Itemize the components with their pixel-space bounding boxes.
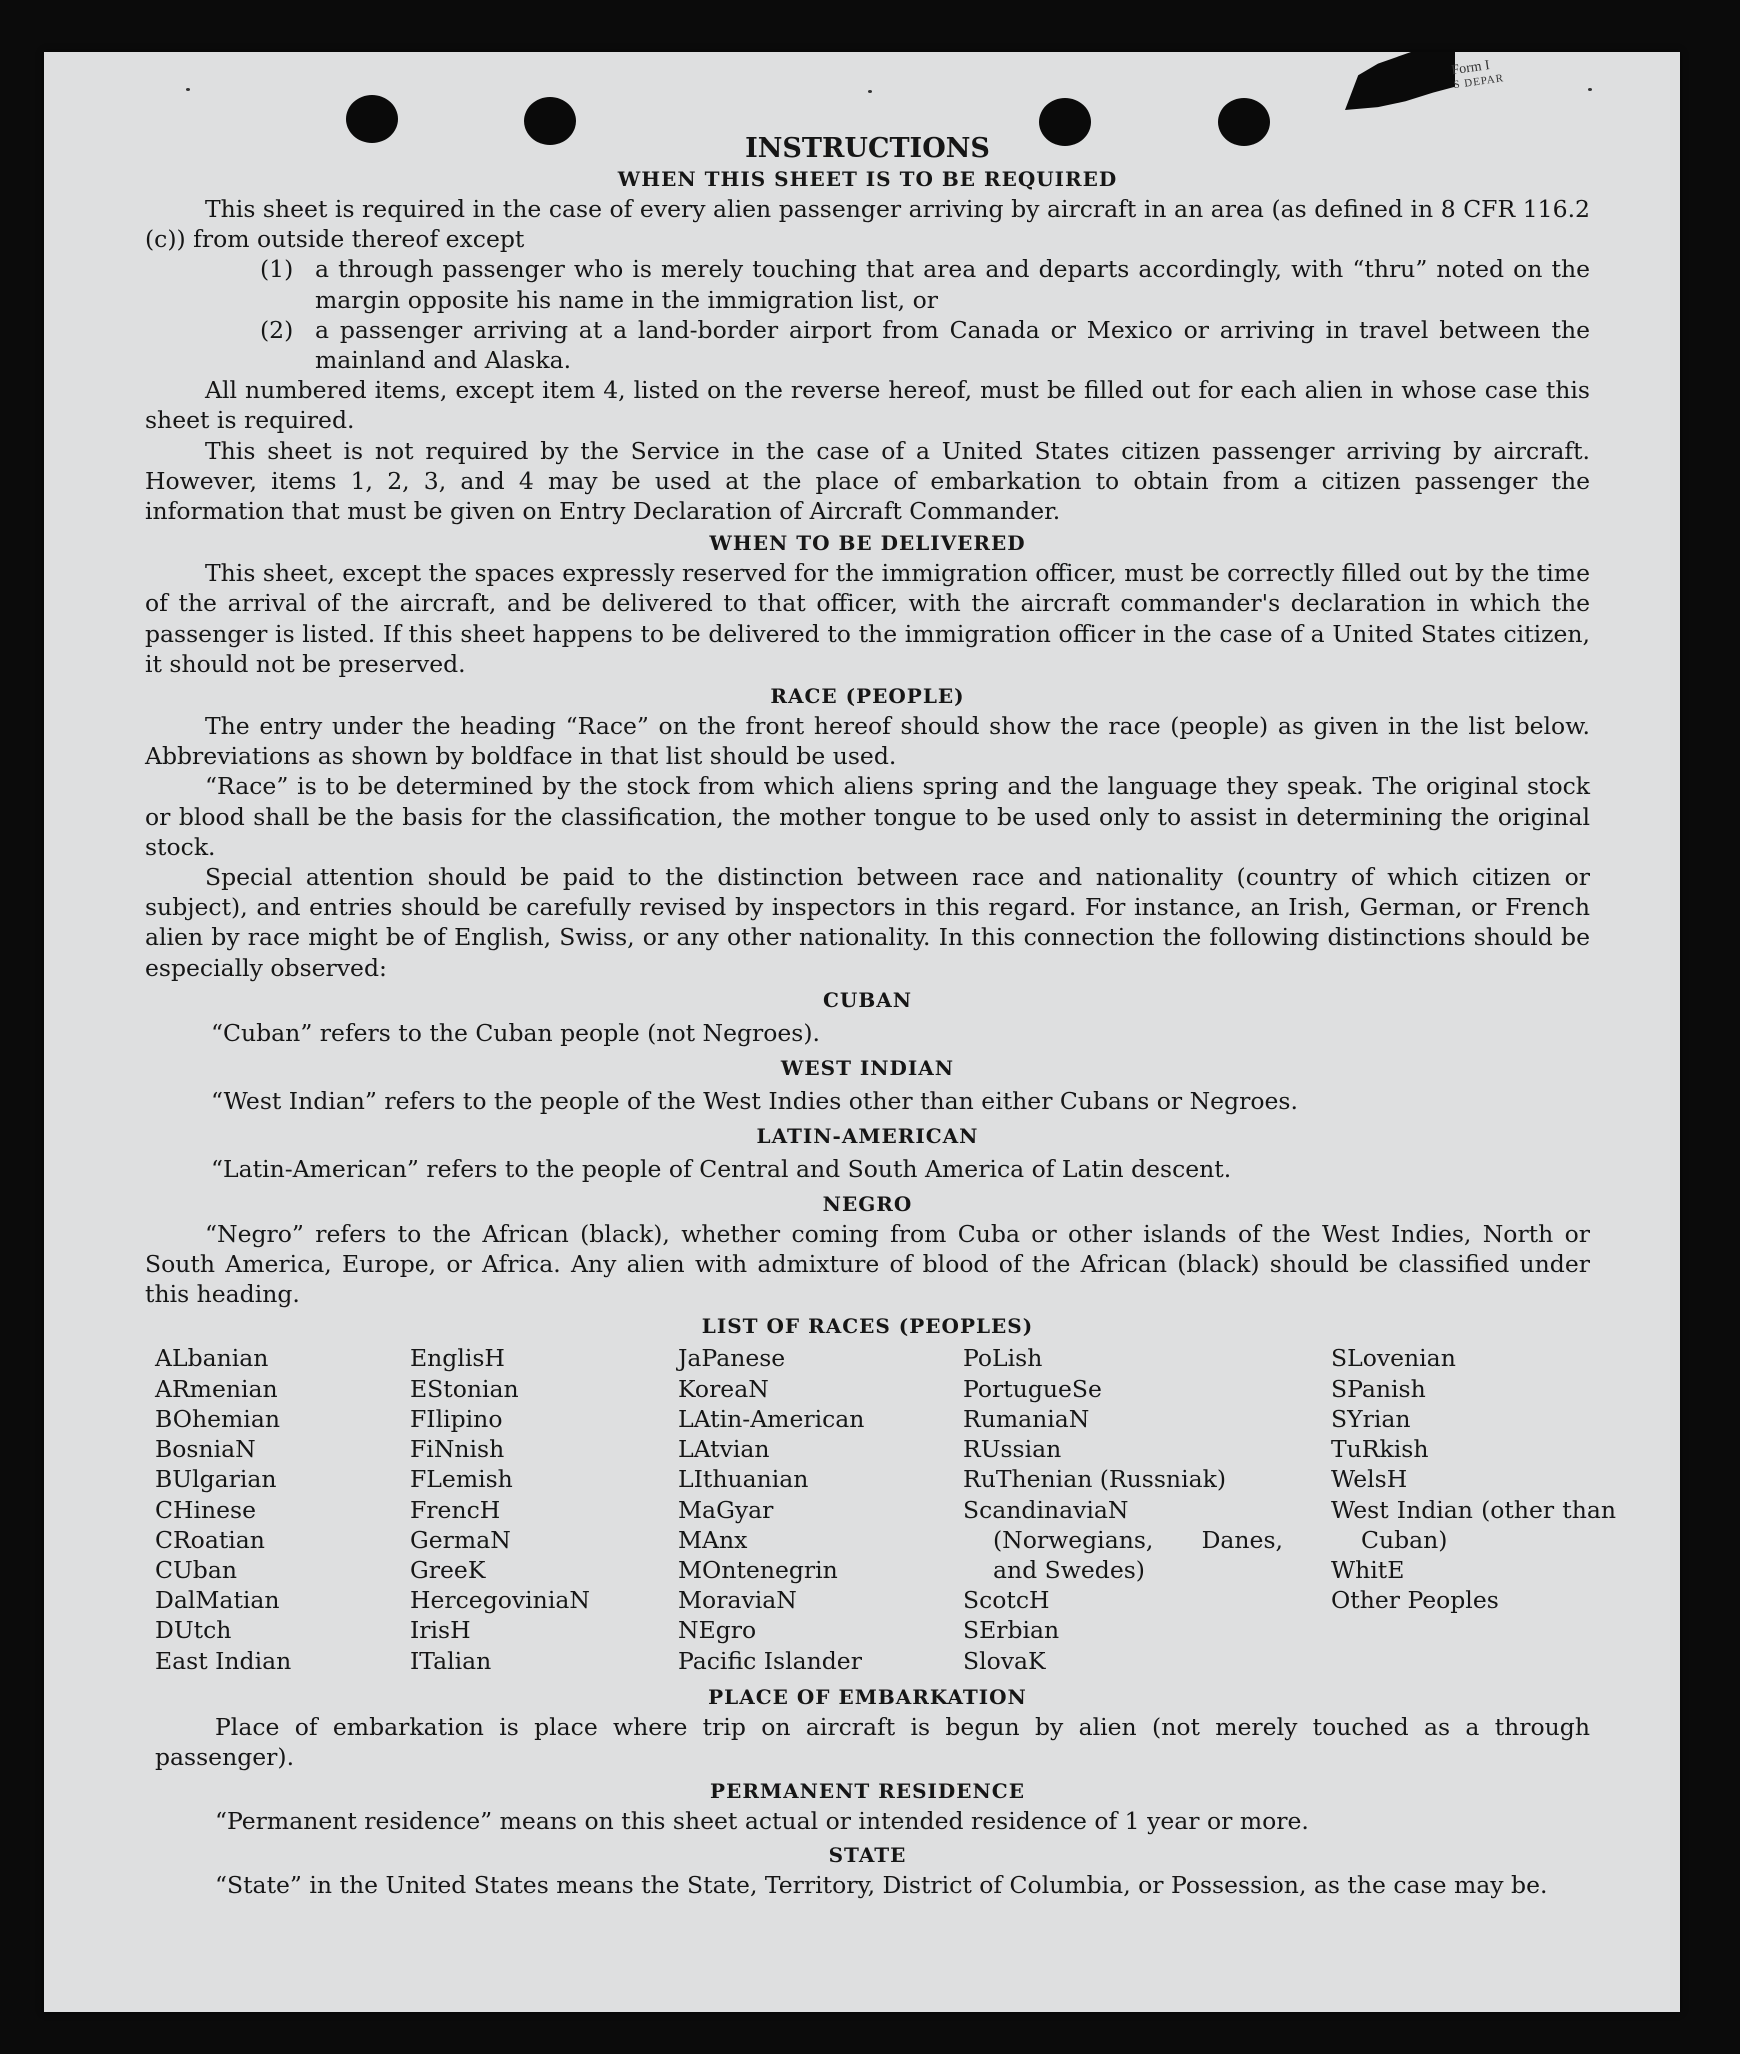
heading-latin-american: LATIN-AMERICAN <box>756 1123 979 1148</box>
heading-when-delivered: WHEN TO BE DELIVERED <box>709 531 1026 556</box>
paragraph: Place of embarkation is place where trip on aircraft is begun by alien (not merely touched as a through passenger). <box>155 1712 1590 1771</box>
item-text: a through passenger who is merely touching that area and departs accordingly, with “thru” noted on the margin opposite his name in the immigration list, or <box>315 255 1590 314</box>
race-entry: HercegoviniaN <box>410 1586 590 1615</box>
heading-negro: NEGRO <box>822 1191 913 1216</box>
race-entry: GermaN <box>410 1525 511 1554</box>
race-entry: GreeK <box>410 1555 486 1584</box>
races-column <box>155 1343 410 1675</box>
instructions-body <box>145 132 1616 1901</box>
race-entry: MOntenegrin <box>678 1555 838 1584</box>
race-entry: Other Peoples <box>1331 1586 1499 1615</box>
race-entry: MAnx <box>678 1525 748 1554</box>
race-entry: WelsH <box>1331 1465 1408 1494</box>
race-entry: BosniaN <box>155 1435 256 1464</box>
race-entry: SPanish <box>1331 1374 1426 1403</box>
paragraph: “Negro” refers to the African (black), whether coming from Cuba or other islands of the West Indies, North or South America, Europe, or Africa. Any alien with admixture of blood of the African (black) should be classified under this heading. <box>145 1219 1590 1309</box>
stamp-line-1: Form I <box>1450 58 1491 79</box>
race-entry: DalMatian <box>155 1586 280 1615</box>
race-entry: Pacific Islander <box>678 1646 862 1675</box>
race-entry: SLovenian <box>1331 1344 1456 1373</box>
race-entry: NEgro <box>678 1616 757 1645</box>
race-entry: CHinese <box>155 1495 256 1524</box>
paragraph: This sheet is not required by the Service in the case of a United States citizen passenger arriving by aircraft. However, items 1, 2, 3, and 4 may be used at the place of embarkation to obtain from a citizen passenger the information that must be given on Entry Declaration of Aircraft Commander. <box>145 436 1590 526</box>
races-column <box>410 1343 678 1675</box>
race-entry: PortugueSe <box>963 1374 1102 1403</box>
race-entry: RumaniaN <box>963 1404 1090 1433</box>
race-entry: DUtch <box>155 1616 232 1645</box>
race-entry: CUban <box>155 1555 237 1584</box>
heading-place-of-embarkation: PLACE OF EMBARKATION <box>708 1684 1027 1709</box>
race-entry: East Indian <box>155 1646 292 1675</box>
heading-state: STATE <box>828 1843 907 1868</box>
paragraph: The entry under the heading “Race” on the front hereof should show the race (people) as given in the list below. Abbreviations as shown by boldface in that list should be used. <box>145 712 1590 771</box>
races-column <box>963 1343 1331 1675</box>
page-title: INSTRUCTIONS <box>745 133 990 164</box>
item-number: (1) <box>260 255 294 284</box>
heading-cuban: CUBAN <box>822 987 913 1012</box>
heading-race: RACE (PEOPLE) <box>770 684 965 709</box>
race-entry: EStonian <box>410 1374 519 1403</box>
races-column <box>678 1343 963 1675</box>
paragraph: All numbered items, except item 4, listed on the reverse hereof, must be filled out for each alien in whose case this sheet is required. <box>145 376 1590 435</box>
race-entry: ALbanian <box>155 1344 269 1373</box>
race-entry: LIthuanian <box>678 1465 809 1494</box>
race-entry: TuRkish <box>1331 1435 1429 1464</box>
stamp-line-2: S DEPAR <box>1452 72 1505 92</box>
race-entry: SYrian <box>1331 1404 1411 1433</box>
heading-when-required: WHEN THIS SHEET IS TO BE REQUIRED <box>617 167 1118 191</box>
race-entry: ScandinaviaN (Norwegians, Danes, and Swedes) <box>963 1495 1283 1584</box>
item-number: (2) <box>260 315 294 344</box>
ink-speck <box>1588 88 1592 91</box>
race-entry: ITalian <box>410 1646 492 1675</box>
paragraph: This sheet is required in the case of every alien passenger arriving by aircraft in an area (as defined in 8 CFR 116.2 (c)) from outside thereof except <box>145 195 1590 254</box>
definition: “West Indian” refers to the people of the West Indies other than either Cubans or Negroes. <box>211 1086 1298 1115</box>
race-entry: CRoatian <box>155 1525 265 1554</box>
race-entry: SErbian <box>963 1616 1060 1645</box>
heading-list-of-races: LIST OF RACES (PEOPLES) <box>701 1314 1034 1339</box>
race-entry: SlovaK <box>963 1646 1046 1675</box>
race-entry: RUssian <box>963 1435 1062 1464</box>
list-item <box>145 254 1590 314</box>
definition: “Cuban” refers to the Cuban people (not Negroes). <box>211 1018 821 1047</box>
race-entry: KoreaN <box>678 1374 769 1403</box>
race-entry: BOhemian <box>155 1404 280 1433</box>
heading-permanent-residence: PERMANENT RESIDENCE <box>710 1779 1025 1804</box>
paragraph: This sheet, except the spaces expressly reserved for the immigration officer, must be correctly filled out by the time of the arrival of the aircraft, and be delivered to that officer, with the aircraft commander's declaration in which the passenger is listed. If this sheet happens to be delivered to the immigration officer in the case of a United States citizen, it should not be preserved. <box>145 559 1590 678</box>
race-entry: FrencH <box>410 1495 501 1524</box>
race-entry: PoLish <box>963 1344 1043 1373</box>
paragraph: “Race” is to be determined by the stock from which aliens spring and the language they speak. The original stock or blood shall be the basis for the classification, the mother tongue to be used only to assist in determining the original stock. <box>145 772 1590 861</box>
definition: “Latin-American” refers to the people of Central and South America of Latin descent. <box>211 1154 1232 1183</box>
race-entry: ScotcH <box>963 1586 1050 1615</box>
paragraph: “State” in the United States means the State, Territory, District of Columbia, or Possession, as the case may be. <box>215 1871 1548 1900</box>
race-entry: FiNnish <box>410 1435 505 1464</box>
race-entry: West Indian (other than Cuban) <box>1331 1495 1616 1554</box>
item-text: a passenger arriving at a land-border airport from Canada or Mexico or arriving in travel between the mainland and Alaska. <box>315 315 1590 375</box>
race-entry: JaPanese <box>678 1344 786 1373</box>
race-entry: FLemish <box>410 1465 513 1494</box>
heading-west-indian: WEST INDIAN <box>780 1055 955 1080</box>
race-entry: BUlgarian <box>155 1465 277 1494</box>
list-item <box>145 315 1590 375</box>
races-list <box>145 1343 1616 1675</box>
ink-speck <box>868 90 872 93</box>
race-entry: EnglisH <box>410 1344 505 1373</box>
race-entry: WhitE <box>1331 1555 1405 1584</box>
race-entry: LAtin-American <box>678 1404 865 1433</box>
paragraph: Special attention should be paid to the distinction between race and nationality (country of which citizen or subject), and entries should be carefully revised by inspectors in this regard. For instance, an Irish, German, or French alien by race might be of English, Swiss, or any other nationality. In this connection the following distinctions should be especially observed: <box>145 863 1590 982</box>
ink-speck <box>186 88 190 91</box>
race-entry: FIlipino <box>410 1404 503 1433</box>
race-entry: MoraviaN <box>678 1586 797 1615</box>
definition: “Permanent residence” means on this sheet actual or intended residence of 1 year or more. <box>215 1807 1309 1836</box>
race-entry: LAtvian <box>678 1435 770 1464</box>
race-entry: IrisH <box>410 1616 471 1645</box>
races-column <box>1331 1343 1616 1675</box>
race-entry: ARmenian <box>155 1374 278 1403</box>
race-entry: MaGyar <box>678 1495 774 1524</box>
race-entry: RuThenian (Russniak) <box>963 1465 1226 1494</box>
